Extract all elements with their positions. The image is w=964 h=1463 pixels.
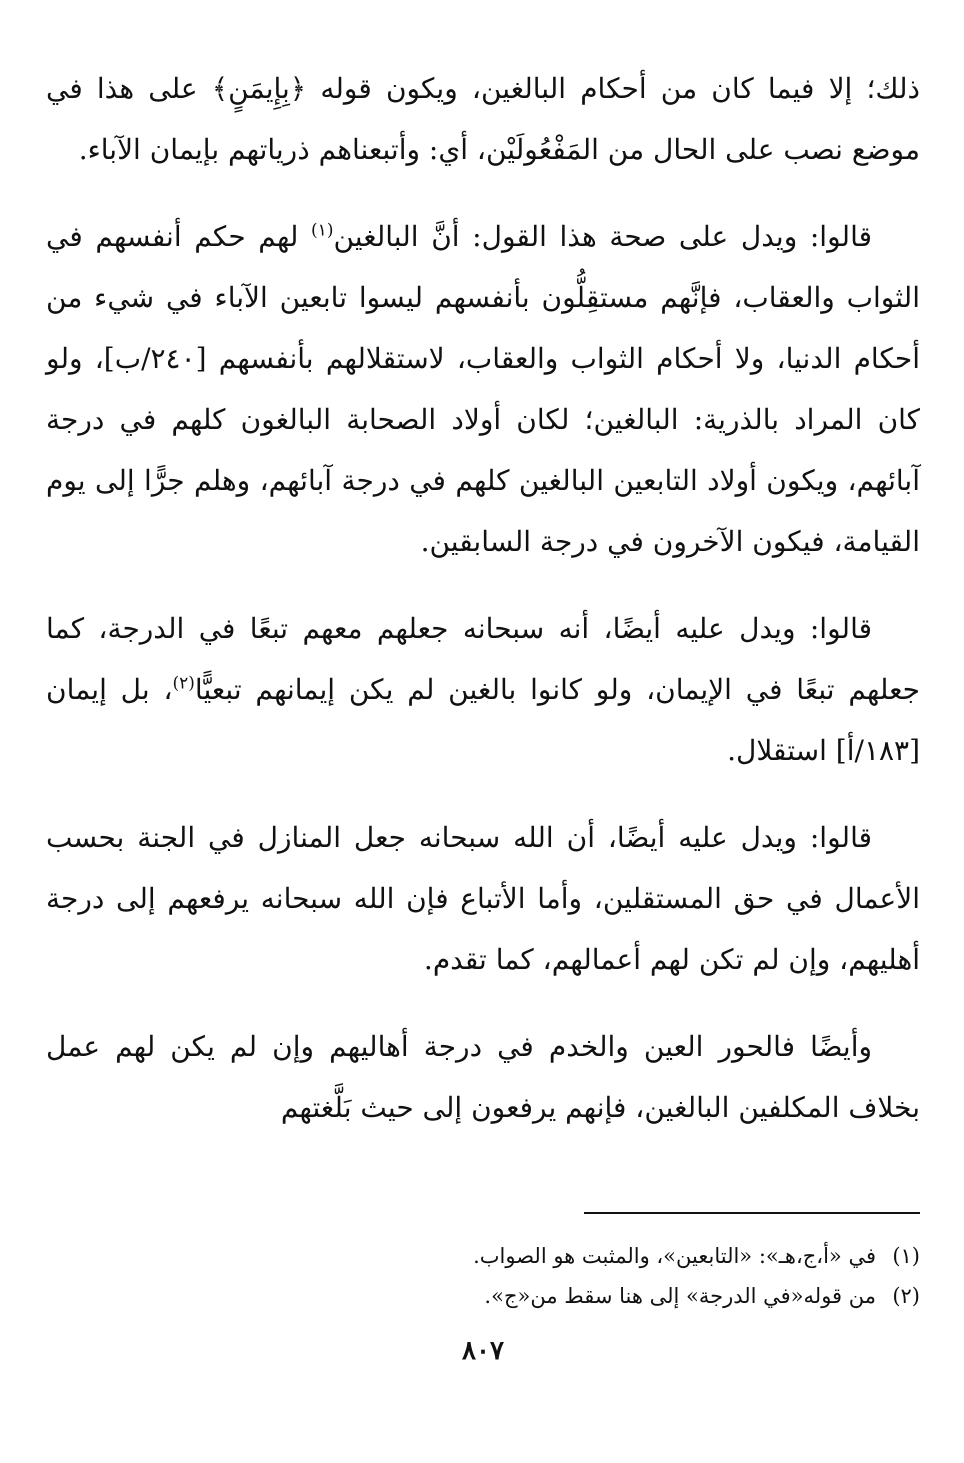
page-number: ٨٠٧ (462, 1336, 504, 1366)
footnote-2-number: (٢) (892, 1284, 920, 1308)
paragraph-2-text-after: لهم حكم أنفسهم في الثواب والعقاب، فإنَّهم مستقِلُّون بأنفسهم ليسوا تابعين الآباء في شيء من أحكام الدنيا، ولا أحكام الثواب والعقاب، لاستقلالهم بأنفسهم [٢٤٠/ب]، ولو كان المراد بالذرية: البالغين؛ لكان أولاد الصحابة البالغون كلهم في درجة آبائهم، ويكون أولاد التابعين البالغين كلهم في درجة آبائهم، وهلم جرًّا إلى يوم القيامة، فيكون الآخرون في درجة السابقين. (46, 220, 920, 558)
paragraph-3-text-after: ، بل إيمان [١٨٣/أ] استقلال. (46, 673, 920, 767)
footnotes-section (46, 1236, 920, 1316)
footnote-divider (584, 1212, 920, 1214)
paragraph-3-text-before: قالوا: ويدل عليه أيضًا، أنه سبحانه جعلهم معهم تبعًا في الدرجة، كما جعلهم تبعًا في الإيمان، ولو كانوا بالغين لم يكن إيمانهم تبعيًّا (46, 612, 920, 706)
footnote-1-text: في «أ،ج،هـ»: «التابعين»، والمثبت هو الصواب. (473, 1244, 876, 1268)
footnote-1 (46, 1236, 920, 1276)
footnote-ref-2[interactable]: (٢) (172, 673, 195, 694)
footnote-1-number: (١) (892, 1244, 920, 1268)
paragraph-1-text: ذلك؛ إلا فيما كان من أحكام البالغين، ويكون قوله ﴿بِإِيمَنٍ﴾ على هذا في موضع نصب على الحال من المَفْعُولَيْن، أي: وأتبعناهم ذرياتهم بإيمان الآباء. (46, 72, 920, 166)
paragraph-5-text: وأيضًا فالحور العين والخدم في درجة أهاليهم وإن لم يكن لهم عمل بخلاف المكلفين البالغين، فإنهم يرفعون إلى حيث بَلَّغتهم (46, 1030, 920, 1124)
paragraph-2-text-before: قالوا: ويدل على صحة هذا القول: أنَّ البالغين (333, 220, 872, 253)
footnote-2-text: من قوله«في الدرجة» إلى هنا سقط من«ج». (484, 1284, 876, 1308)
paragraph-4 (46, 807, 920, 990)
footnote-2 (46, 1276, 920, 1316)
document-page (46, 58, 920, 1418)
paragraph-3 (46, 598, 920, 781)
paragraph-2 (46, 206, 920, 572)
paragraph-1 (46, 58, 920, 180)
paragraph-4-text: قالوا: ويدل عليه أيضًا، أن الله سبحانه جعل المنازل في الجنة بحسب الأعمال في حق المستقلين، وأما الأتباع فإن الله سبحانه يرفعهم إلى درجة أهليهم، وإن لم تكن لهم أعمالهم، كما تقدم. (46, 821, 920, 976)
footnote-ref-1[interactable]: (١) (311, 220, 334, 241)
paragraph-5 (46, 1016, 920, 1138)
